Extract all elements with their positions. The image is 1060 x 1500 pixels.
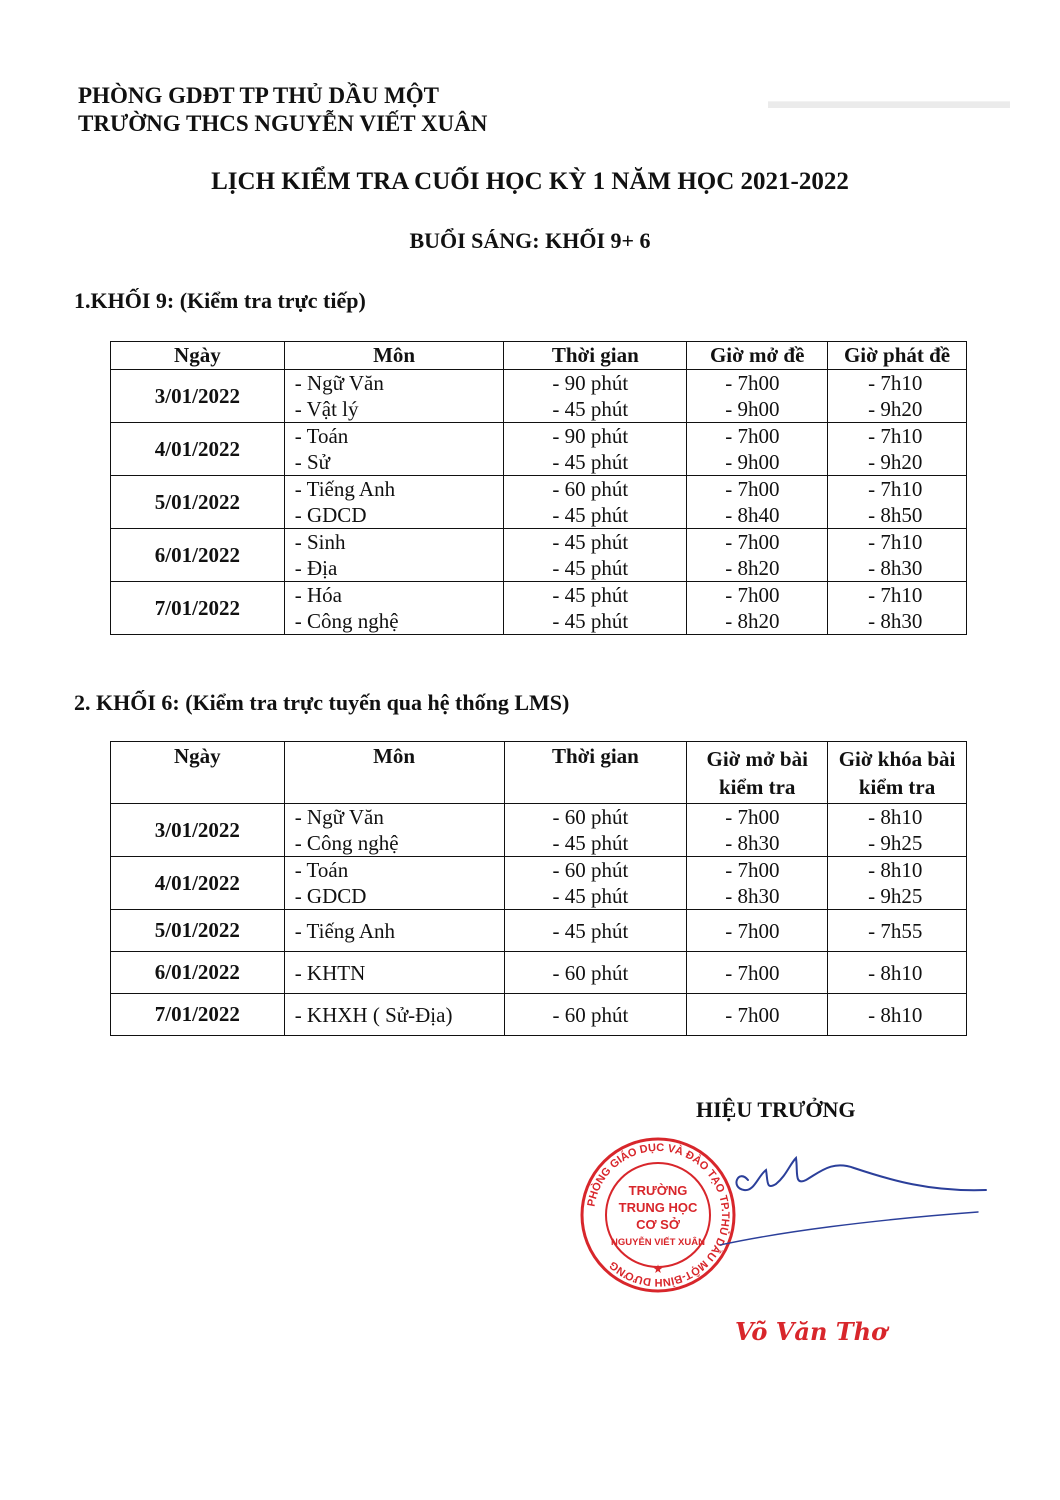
table-header-row [111, 742, 967, 804]
open-time-value: - 8h20 [725, 556, 780, 580]
handwritten-signature [720, 1140, 990, 1250]
subject-value: - Sử [294, 450, 331, 474]
date-cell: 7/01/2022 [111, 994, 285, 1036]
duration-cell [504, 582, 687, 635]
subject-value: - KHXH ( Sử-Địa) [294, 1002, 453, 1027]
open-time-value: - 7h00 [725, 960, 780, 985]
open-time-value: - 7h00 [725, 530, 780, 554]
close-time-value: - 8h30 [868, 609, 923, 633]
duration-cell [504, 857, 687, 910]
duration-cell [504, 476, 687, 529]
close-time-cell [828, 857, 967, 910]
subject-cell [284, 952, 504, 994]
date-cell: 3/01/2022 [111, 370, 285, 423]
table-row [111, 910, 967, 952]
subject-cell [284, 857, 504, 910]
open-time-value: - 7h00 [725, 371, 780, 395]
open-time-value: - 7h00 [725, 805, 780, 829]
duration-value: - 45 phút [552, 556, 629, 580]
stamp-ring-text: PHÒNG GIÁO DỤC VÀ ĐÀO TẠO TP.THỦ DẦU MỘT-BÌNH DƯƠNG [585, 1141, 732, 1289]
grade6-schedule-table [110, 741, 967, 1036]
signer-name [733, 1310, 923, 1354]
subject-value: - Tiếng Anh [294, 477, 396, 501]
open-time-value: - 7h00 [725, 477, 780, 501]
subject-cell [284, 476, 504, 529]
open-time-value: - 7h00 [725, 918, 780, 943]
col-header-duration: Thời gian [504, 342, 687, 370]
duration-value: - 45 phút [552, 583, 629, 607]
date-cell: 6/01/2022 [111, 529, 285, 582]
table-row [111, 476, 967, 529]
open-time-value: - 9h00 [725, 397, 780, 421]
table-row [111, 804, 967, 857]
date-cell: 4/01/2022 [111, 423, 285, 476]
table-row [111, 582, 967, 635]
date-cell: 3/01/2022 [111, 804, 285, 857]
open-time-value: - 8h20 [725, 609, 780, 633]
page-title: LỊCH KIỂM TRA CUỐI HỌC KỲ 1 NĂM HỌC 2021-2022 [211, 168, 849, 195]
close-time-value: - 9h25 [868, 831, 923, 855]
table-row [111, 423, 967, 476]
section1-heading: 1.KHỐI 9: (Kiểm tra trực tiếp) [74, 288, 366, 313]
subject-value: - Ngữ Văn [294, 371, 384, 395]
col-header-open: Giờ mở đề [687, 342, 828, 370]
close-time-value: - 8h10 [868, 858, 923, 882]
close-time-cell [828, 994, 967, 1036]
stamp-line-2: TRUNG HỌC [618, 1200, 698, 1215]
open-time-cell [687, 582, 828, 635]
agency-name: PHÒNG GDĐT TP THỦ DẦU MỘT [78, 83, 440, 108]
section2-heading: 2. KHỐI 6: (Kiểm tra trực tuyến qua hệ thống LMS) [74, 690, 570, 715]
date-cell: 6/01/2022 [111, 952, 285, 994]
subject-cell [284, 582, 504, 635]
close-time-value: - 7h10 [868, 477, 923, 501]
open-time-value: - 8h30 [725, 831, 780, 855]
signer-name-text: Võ Văn Thơ [735, 1317, 888, 1346]
duration-value: - 45 phút [552, 831, 629, 855]
close-time-cell [828, 370, 967, 423]
close-time-value: - 8h10 [868, 960, 923, 985]
grade9-schedule-table [110, 341, 967, 635]
close-time-cell [828, 476, 967, 529]
subject-cell [284, 804, 504, 857]
close-time-cell [828, 910, 967, 952]
open-time-cell [687, 476, 828, 529]
close-time-value: - 9h20 [868, 397, 923, 421]
close-time-value: - 8h10 [868, 805, 923, 829]
table-row [111, 370, 967, 423]
duration-value: - 60 phút [552, 960, 629, 985]
subject-value: - Công nghệ [294, 609, 399, 633]
subject-cell [284, 910, 504, 952]
close-time-value: - 7h10 [868, 530, 923, 554]
duration-value: - 90 phút [552, 371, 629, 395]
duration-value: - 45 phút [552, 530, 629, 554]
close-time-value: - 7h55 [868, 918, 923, 943]
col-header-open: Giờ mở bài kiểm tra [687, 742, 828, 804]
subject-cell [284, 423, 504, 476]
close-time-value: - 7h10 [868, 371, 923, 395]
duration-value: - 60 phút [552, 1002, 629, 1027]
table-row [111, 529, 967, 582]
subject-value: - GDCD [294, 503, 367, 527]
duration-value: - 45 phút [552, 450, 629, 474]
open-time-value: - 7h00 [725, 424, 780, 448]
subject-value: - Ngữ Văn [294, 805, 384, 829]
open-time-cell [687, 529, 828, 582]
date-cell: 4/01/2022 [111, 857, 285, 910]
duration-cell [504, 529, 687, 582]
duration-value: - 45 phút [552, 503, 629, 527]
duration-cell [504, 804, 687, 857]
open-time-cell [687, 994, 828, 1036]
session-subtitle: BUỔI SÁNG: KHỐI 9+ 6 [409, 228, 651, 253]
close-time-value: - 9h25 [868, 884, 923, 908]
header-agency [78, 82, 487, 138]
duration-value: - 45 phút [552, 609, 629, 633]
col-header-duration: Thời gian [504, 742, 687, 804]
close-time-cell [828, 529, 967, 582]
stamp-star-icon: ★ [652, 1262, 664, 1276]
school-name: TRƯỜNG THCS NGUYỄN VIẾT XUÂN [78, 111, 488, 136]
subject-value: - Toán [294, 858, 349, 882]
table-row [111, 994, 967, 1036]
close-time-value: - 7h10 [868, 583, 923, 607]
subject-value: - KHTN [294, 960, 366, 985]
subject-cell [284, 994, 504, 1036]
open-time-value: - 7h00 [725, 583, 780, 607]
open-time-cell [687, 857, 828, 910]
open-time-cell [687, 370, 828, 423]
table-row [111, 857, 967, 910]
duration-value: - 45 phút [552, 884, 629, 908]
subject-value: - Địa [294, 556, 338, 580]
duration-value: - 90 phút [552, 424, 629, 448]
col-header-issue: Giờ phát đề [828, 342, 967, 370]
duration-value: - 60 phút [552, 858, 629, 882]
stamp-line-4: NGUYỄN VIẾT XUÂN [611, 1237, 705, 1248]
close-time-value: - 8h50 [868, 503, 923, 527]
open-time-value: - 9h00 [725, 450, 780, 474]
subject-value: - Hóa [294, 583, 342, 607]
subject-value: - Toán [294, 424, 349, 448]
col-header-date: Ngày [111, 742, 285, 804]
duration-cell [504, 370, 687, 423]
col-header-date: Ngày [111, 342, 285, 370]
duration-cell [504, 994, 687, 1036]
open-time-cell [687, 952, 828, 994]
duration-value: - 45 phút [552, 918, 629, 943]
close-time-value: - 9h20 [868, 450, 923, 474]
col-header-subject: Môn [284, 342, 504, 370]
open-time-value: - 8h40 [725, 503, 780, 527]
open-time-value: - 7h00 [725, 1002, 780, 1027]
stamp-line-3: CƠ SỞ [636, 1217, 680, 1232]
subject-value: - Tiếng Anh [294, 918, 396, 943]
close-time-cell [828, 952, 967, 994]
date-cell: 5/01/2022 [111, 476, 285, 529]
open-time-value: - 8h30 [725, 884, 780, 908]
subject-value: - Công nghệ [294, 831, 399, 855]
close-time-cell [828, 423, 967, 476]
date-cell: 5/01/2022 [111, 910, 285, 952]
subject-value: - GDCD [294, 884, 367, 908]
close-time-cell [828, 804, 967, 857]
open-time-value: - 7h00 [725, 858, 780, 882]
date-cell: 7/01/2022 [111, 582, 285, 635]
col-header-lock: Giờ khóa bài kiểm tra [828, 742, 967, 804]
close-time-cell [828, 582, 967, 635]
duration-cell [504, 952, 687, 994]
stamp-line-1: TRƯỜNG [628, 1183, 688, 1198]
principal-title: HIỆU TRƯỞNG [696, 1097, 856, 1122]
close-time-value: - 7h10 [868, 424, 923, 448]
table-row [111, 952, 967, 994]
duration-cell [504, 423, 687, 476]
table-header-row [111, 342, 967, 370]
col-header-subject: Môn [284, 742, 504, 804]
close-time-value: - 8h10 [868, 1002, 923, 1027]
open-time-cell [687, 804, 828, 857]
duration-value: - 60 phút [552, 805, 629, 829]
subject-cell [284, 529, 504, 582]
subject-value: - Sinh [294, 530, 346, 554]
bleed-through-decoration: ▬▬▬▬▬▬▬▬▬▬▬ [768, 88, 1010, 113]
subject-cell [284, 370, 504, 423]
close-time-value: - 8h30 [868, 556, 923, 580]
official-stamp [578, 1135, 738, 1295]
subject-value: - Vật lý [294, 397, 359, 421]
open-time-cell [687, 423, 828, 476]
duration-cell [504, 910, 687, 952]
duration-value: - 60 phút [552, 477, 629, 501]
duration-value: - 45 phút [552, 397, 629, 421]
open-time-cell [687, 910, 828, 952]
